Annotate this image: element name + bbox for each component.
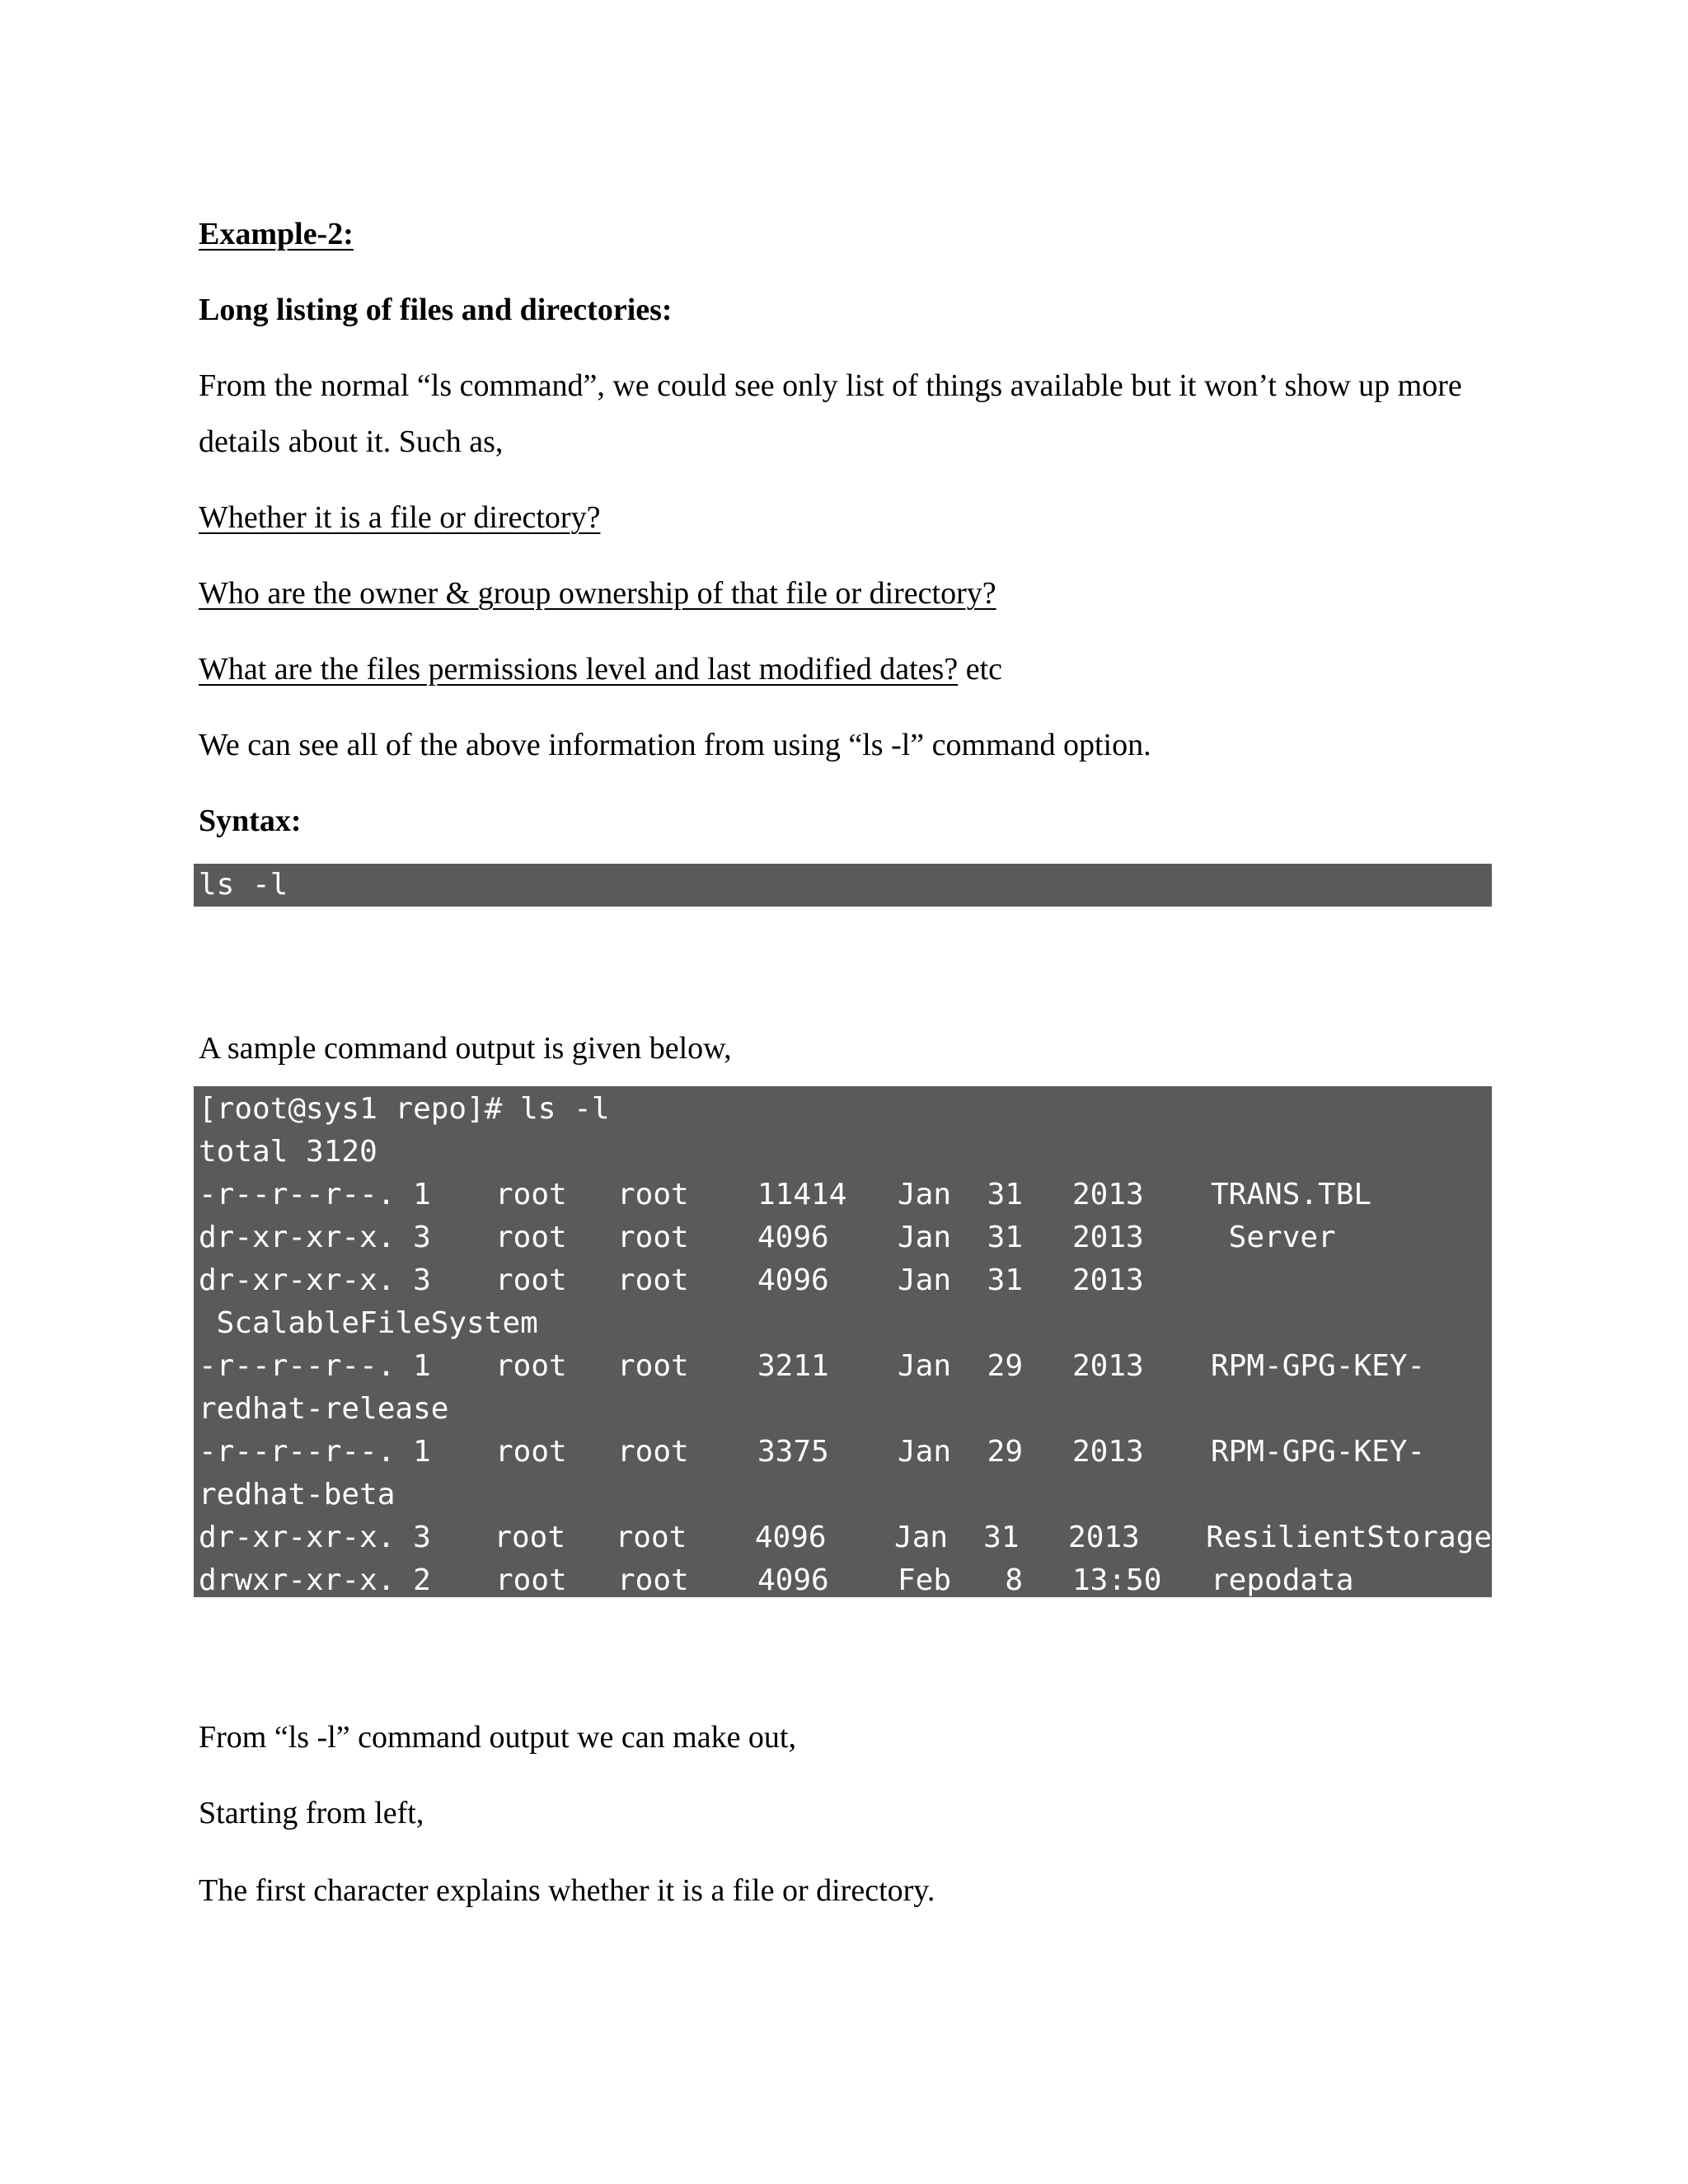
ls-time: 2013 xyxy=(1072,1263,1144,1297)
ls-month: Jan xyxy=(898,1435,952,1469)
terminal-total: total 3120 xyxy=(199,1135,377,1169)
ls-time: 2013 xyxy=(1072,1178,1144,1212)
ls-day xyxy=(985,1216,1072,1259)
ls-day xyxy=(985,1259,1072,1302)
ls-size: 4096 xyxy=(757,1221,829,1254)
ls-time: 2013 xyxy=(1072,1221,1144,1254)
ls-day-value: 29 xyxy=(987,1435,1023,1469)
question-permissions-suffix: etc xyxy=(958,652,1002,687)
ls-owner: root xyxy=(495,1178,567,1212)
ls-group: root xyxy=(617,1221,689,1254)
ls-day-value: 29 xyxy=(987,1349,1023,1383)
ls-row xyxy=(199,1559,1492,1597)
question-permissions-line xyxy=(199,641,1002,697)
question-owner-group: Who are the owner & group ownership of that file or directory? xyxy=(199,576,996,611)
ls-permissions: dr-xr-xr-x. 3 xyxy=(199,1263,431,1297)
ls-owner: root xyxy=(494,1521,566,1554)
ls-time: 2013 xyxy=(1072,1349,1144,1383)
sample-intro: A sample command output is given below, xyxy=(199,1031,732,1066)
ls-day-value: 31 xyxy=(987,1178,1023,1212)
ls-month: Jan xyxy=(898,1349,952,1383)
ls-name-continuation: redhat-beta xyxy=(199,1478,396,1511)
intro-line-2: details about it. Such as, xyxy=(199,424,504,459)
ls-name-continuation: redhat-release xyxy=(199,1392,449,1426)
example-heading: Example-2: xyxy=(199,217,354,251)
outro-line-2: Starting from left, xyxy=(199,1796,424,1830)
ls-name: RPM-GPG-KEY- xyxy=(1211,1435,1426,1469)
ls-permissions: -r--r--r--. 1 xyxy=(199,1349,431,1383)
ls-month: Feb xyxy=(898,1563,952,1597)
ls-size: 11414 xyxy=(757,1178,847,1212)
ls-name-continuation: ScalableFileSystem xyxy=(199,1306,538,1340)
ls-size: 3375 xyxy=(757,1435,829,1469)
ls-permissions: drwxr-xr-x. 2 xyxy=(199,1563,431,1597)
ls-month: Jan xyxy=(894,1521,949,1554)
section-heading: Long listing of files and directories: xyxy=(199,293,673,327)
ls-time: 13:50 xyxy=(1072,1563,1162,1597)
syntax-heading: Syntax: xyxy=(199,804,302,838)
ls-row xyxy=(199,1431,1492,1474)
ls-size: 4096 xyxy=(757,1563,829,1597)
ls-permissions: dr-xr-xr-x. 3 xyxy=(199,1221,431,1254)
ls-permissions: -r--r--r--. 1 xyxy=(199,1435,431,1469)
ls-owner: root xyxy=(495,1435,567,1469)
terminal-prompt: [root@sys1 repo]# ls -l xyxy=(199,1092,610,1126)
ls-group: root xyxy=(617,1178,689,1212)
ls-size: 4096 xyxy=(754,1521,827,1554)
ls-month: Jan xyxy=(898,1221,952,1254)
terminal-output-block xyxy=(194,1086,1492,1597)
ls-owner: root xyxy=(495,1349,567,1383)
ls-group: root xyxy=(617,1349,689,1383)
ls-time: 2013 xyxy=(1068,1521,1140,1554)
ls-month: Jan xyxy=(898,1178,952,1212)
ls-day-value: 31 xyxy=(987,1263,1023,1297)
ls-name: RPM-GPG-KEY- xyxy=(1211,1349,1426,1383)
question-file-or-directory: Whether it is a file or directory? xyxy=(199,500,601,535)
syntax-code: ls -l xyxy=(199,868,288,902)
ls-row xyxy=(199,1259,1492,1302)
outro-line-1: From “ls -l” command output we can make out, xyxy=(199,1720,796,1755)
ls-day xyxy=(985,1345,1072,1388)
syntax-code-block xyxy=(194,864,1492,907)
ls-day xyxy=(985,1431,1072,1474)
ls-row xyxy=(199,1345,1492,1388)
ls-permissions: dr-xr-xr-x. 3 xyxy=(199,1521,431,1554)
ls-time: 2013 xyxy=(1072,1435,1144,1469)
ls-name: repodata xyxy=(1211,1563,1354,1597)
ls-listing xyxy=(199,1174,1492,1597)
ls-name: Server xyxy=(1211,1221,1336,1254)
ls-day xyxy=(982,1516,1069,1559)
ls-name: TRANS.TBL xyxy=(1211,1178,1372,1212)
ls-size: 3211 xyxy=(757,1349,829,1383)
ls-group: root xyxy=(617,1263,689,1297)
ls-size: 4096 xyxy=(757,1263,829,1297)
ls-permissions: -r--r--r--. 1 xyxy=(199,1178,431,1212)
ls-month: Jan xyxy=(898,1263,952,1297)
ls-row xyxy=(199,1174,1492,1216)
outro-line-3: The first character explains whether it is a file or directory. xyxy=(199,1873,935,1908)
ls-group: root xyxy=(617,1563,689,1597)
ls-day-value: 8 xyxy=(1005,1563,1023,1597)
ls-owner: root xyxy=(495,1263,567,1297)
ls-group: root xyxy=(615,1521,687,1554)
ls-row xyxy=(199,1216,1492,1259)
ls-owner: root xyxy=(495,1221,567,1254)
ls-group: root xyxy=(617,1435,689,1469)
ls-row xyxy=(199,1516,1492,1559)
ls-owner: root xyxy=(495,1563,567,1597)
summary-paragraph: We can see all of the above information from using “ls -l” command option. xyxy=(199,728,1151,762)
intro-line-1: From the normal “ls command”, we could see only list of things available but it won’t show up more xyxy=(199,368,1462,403)
ls-day-value: 31 xyxy=(983,1521,1020,1554)
ls-day xyxy=(985,1174,1072,1216)
question-permissions: What are the files permissions level and last modified dates? xyxy=(199,652,959,687)
ls-day xyxy=(985,1559,1072,1597)
ls-name: ResilientStorage xyxy=(1206,1521,1492,1554)
ls-day-value: 31 xyxy=(987,1221,1023,1254)
